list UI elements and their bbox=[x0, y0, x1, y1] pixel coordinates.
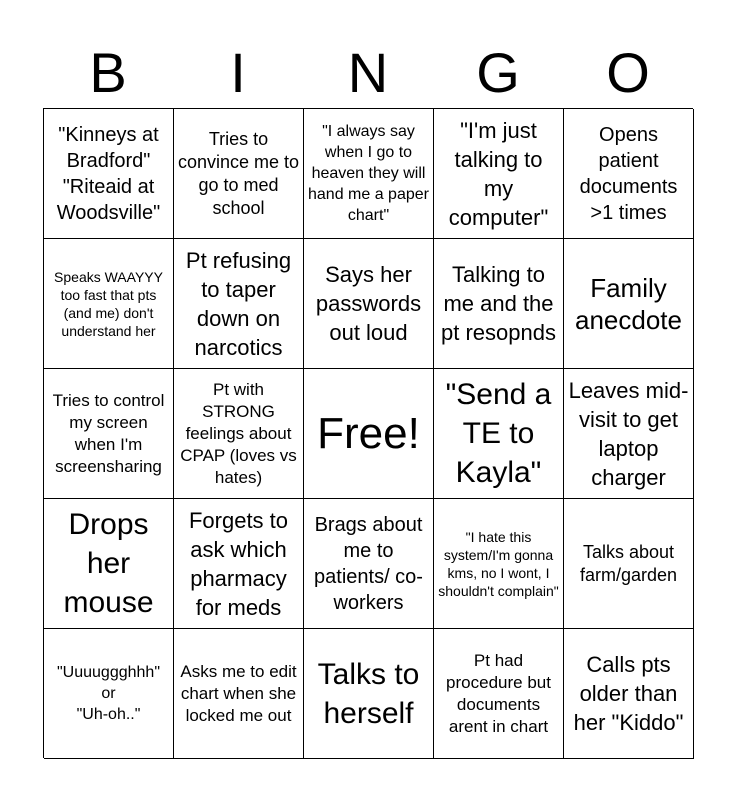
cell-text: Family anecdote bbox=[575, 272, 682, 335]
free-space-text: Free! bbox=[317, 408, 420, 458]
bingo-cell-b4[interactable] bbox=[44, 499, 174, 629]
cell-text: Drops her mouse bbox=[63, 508, 154, 619]
bingo-cell-b5[interactable] bbox=[44, 629, 174, 759]
bingo-board bbox=[43, 108, 693, 758]
bingo-cell-o5[interactable] bbox=[564, 629, 694, 759]
bingo-cell-free[interactable] bbox=[304, 369, 434, 499]
bingo-header bbox=[43, 38, 693, 108]
cell-text: Forgets to ask which pharmacy for meds bbox=[188, 507, 289, 620]
cell-text: Talks to herself bbox=[317, 657, 420, 730]
cell-text: "Send a TE to Kayla" bbox=[445, 378, 552, 489]
bingo-cell-i4[interactable] bbox=[174, 499, 304, 629]
cell-text: Leaves mid-visit to get laptop charger bbox=[568, 377, 689, 490]
bingo-cell-o4[interactable] bbox=[564, 499, 694, 629]
bingo-cell-b3[interactable] bbox=[44, 369, 174, 499]
cell-text: Speaks WAAYYY too fast that pts (and me) don't understand her bbox=[54, 268, 163, 339]
header-letter-b: B bbox=[89, 41, 127, 104]
cell-text: "I hate this system/I'm gonna kms, no I wont, I shouldn't complain" bbox=[438, 528, 559, 599]
bingo-cell-g4[interactable] bbox=[434, 499, 564, 629]
bingo-cell-g1[interactable] bbox=[434, 109, 564, 239]
cell-text: Opens patient documents >1 times bbox=[579, 123, 678, 224]
bingo-cell-n4[interactable] bbox=[304, 499, 434, 629]
cell-text: "Kinneys at Bradford" "Riteaid at Woodsville" bbox=[56, 123, 161, 224]
cell-text: Talking to me and the pt resopnds bbox=[441, 262, 556, 345]
bingo-cell-i3[interactable] bbox=[174, 369, 304, 499]
header-letter-i: I bbox=[230, 41, 246, 104]
bingo-cell-o1[interactable] bbox=[564, 109, 694, 239]
cell-text: "Uuuuggghhh" or "Uh-oh.." bbox=[57, 664, 160, 723]
bingo-cell-g2[interactable] bbox=[434, 239, 564, 369]
cell-text: Pt had procedure but documents arent in chart bbox=[446, 650, 551, 736]
cell-text: Asks me to edit chart when she locked me out bbox=[180, 661, 297, 725]
bingo-cell-i1[interactable] bbox=[174, 109, 304, 239]
header-letter-n: N bbox=[347, 41, 389, 104]
bingo-cell-i5[interactable] bbox=[174, 629, 304, 759]
cell-text: "I always say when I go to heaven they will hand me a paper chart" bbox=[308, 123, 429, 224]
cell-text: Calls pts older than her "Kiddo" bbox=[573, 652, 684, 735]
cell-text: Says her passwords out loud bbox=[315, 262, 422, 345]
bingo-cell-g3[interactable] bbox=[434, 369, 564, 499]
bingo-cell-o3[interactable] bbox=[564, 369, 694, 499]
bingo-cell-n1[interactable] bbox=[304, 109, 434, 239]
bingo-cell-n2[interactable] bbox=[304, 239, 434, 369]
bingo-cell-g5[interactable] bbox=[434, 629, 564, 759]
cell-text: Tries to control my screen when I'm screensharing bbox=[52, 390, 165, 476]
cell-text: Pt refusing to taper down on narcotics bbox=[185, 247, 292, 360]
cell-text: Pt with STRONG feelings about CPAP (loves vs hates) bbox=[180, 379, 297, 487]
cell-text: Tries to convince me to go to med school bbox=[177, 128, 300, 218]
bingo-cell-i2[interactable] bbox=[174, 239, 304, 369]
bingo-cell-b2[interactable] bbox=[44, 239, 174, 369]
bingo-cell-b1[interactable] bbox=[44, 109, 174, 239]
cell-text: Brags about me to patients/ co-workers bbox=[314, 513, 423, 614]
bingo-cell-o2[interactable] bbox=[564, 239, 694, 369]
header-letter-g: G bbox=[476, 41, 520, 104]
cell-text: "I'm just talking to my computer" bbox=[448, 117, 549, 230]
cell-text: Talks about farm/garden bbox=[579, 541, 678, 585]
bingo-cell-n5[interactable] bbox=[304, 629, 434, 759]
header-letter-o: O bbox=[606, 41, 650, 104]
